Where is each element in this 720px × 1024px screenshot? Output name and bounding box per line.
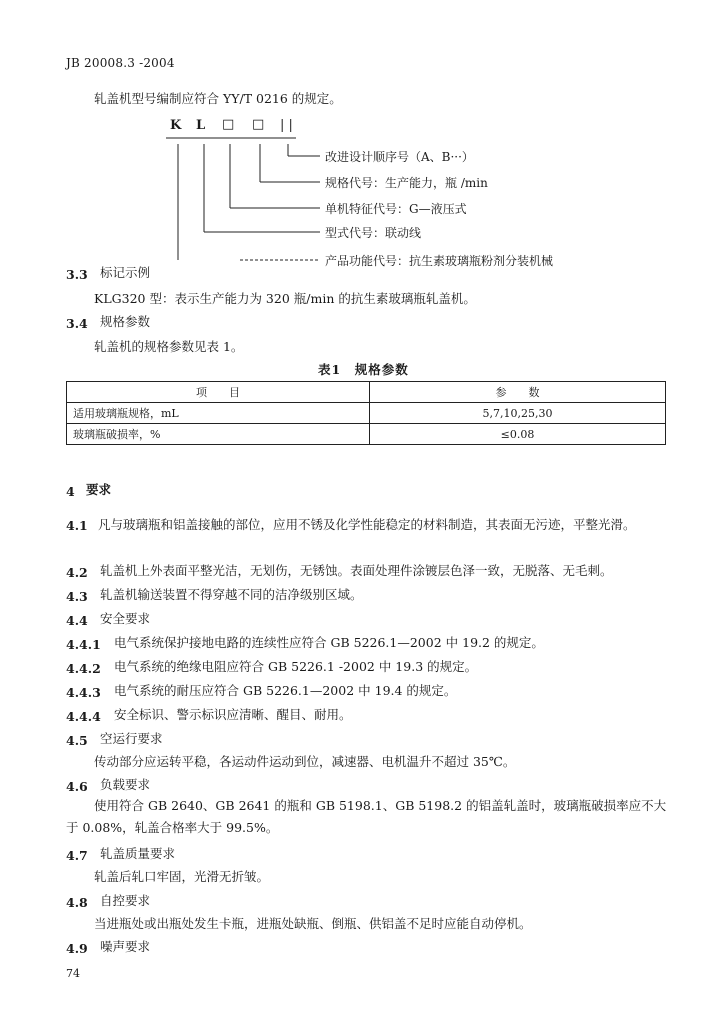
section-3-4-number: 3.4 bbox=[66, 316, 88, 331]
table-cell: 玻璃瓶破损率，% bbox=[67, 424, 370, 445]
section-3-4-title: 规格参数 bbox=[100, 314, 151, 329]
table-row bbox=[67, 403, 666, 424]
label-capacity: 规格代号：生产能力，瓶 /min bbox=[325, 176, 488, 190]
item-text: 传动部分应运转平稳，各运动件运动到位，减速器、电机温升不超过 35℃。 bbox=[94, 754, 516, 769]
item-text: 安全要求 bbox=[100, 611, 151, 626]
item-text: 电气系统的耐压应符合 GB 5226.1—2002 中 19.4 的规定。 bbox=[114, 683, 457, 698]
item-text: 自控要求 bbox=[100, 893, 151, 908]
label-revision: 改进设计顺序号（A、B···） bbox=[325, 150, 474, 164]
item-number: 4.6 bbox=[66, 779, 88, 794]
spec-table bbox=[66, 381, 666, 445]
code-k: K bbox=[170, 118, 182, 133]
item-text: 凡与玻璃瓶和铝盖接触的部位，应用不锈及化学性能稳定的材料制造，其表面无污迹，平整光滑。 bbox=[98, 517, 636, 532]
document-header: JB 20008.3 -2004 bbox=[66, 56, 175, 70]
item-text: 轧盖质量要求 bbox=[100, 846, 176, 861]
table-cell: ≤0.08 bbox=[370, 424, 666, 445]
item-number: 4.3 bbox=[66, 589, 88, 604]
item-number: 4.4 bbox=[66, 613, 88, 628]
intro-paragraph: 轧盖机型号编制应符合 YY/T 0216 的规定。 bbox=[94, 91, 342, 106]
table-header-row bbox=[67, 382, 666, 403]
table-header-param: 参 数 bbox=[370, 382, 666, 403]
table-cell: 适用玻璃瓶规格，mL bbox=[67, 403, 370, 424]
page-number: 74 bbox=[66, 967, 80, 980]
item-number: 4.1 bbox=[66, 518, 88, 533]
label-type: 型式代号：联动线 bbox=[325, 226, 422, 240]
item-text: 安全标识、警示标识应清晰、醒目、耐用。 bbox=[114, 707, 352, 722]
item-text: 电气系统保护接地电路的连续性应符合 GB 5226.1—2002 中 19.2 的规定。 bbox=[114, 635, 544, 650]
table-row bbox=[67, 424, 666, 445]
item-text: 当进瓶处或出瓶处发生卡瓶，进瓶处缺瓶、倒瓶、供铝盖不足时应能自动停机。 bbox=[94, 916, 532, 931]
item-number: 4.7 bbox=[66, 848, 88, 863]
table-caption: 表1 规格参数 bbox=[318, 362, 409, 377]
item-number: 4.9 bbox=[66, 941, 88, 956]
item-text: 电气系统的绝缘电阻应符合 GB 5226.1 -2002 中 19.3 的规定。 bbox=[114, 659, 478, 674]
code-box-1: □ bbox=[222, 117, 235, 132]
code-box-2: □ bbox=[252, 117, 265, 132]
item-number: 4.4.4 bbox=[66, 709, 101, 724]
table-header-item: 项 目 bbox=[67, 382, 370, 403]
label-function: 产品功能代号：抗生素玻璃瓶粉剂分装机械 bbox=[325, 254, 554, 268]
item-text: 轧盖后轧口牢固，光滑无折皱。 bbox=[94, 869, 270, 884]
item-number: 4.4.3 bbox=[66, 685, 101, 700]
section-3-3-number: 3.3 bbox=[66, 267, 88, 282]
item-text: 负载要求 bbox=[100, 777, 151, 792]
code-revision: | | bbox=[280, 118, 293, 133]
code-l: L bbox=[196, 118, 206, 133]
item-number: 4.5 bbox=[66, 733, 88, 748]
item-number: 4.2 bbox=[66, 565, 88, 580]
item-text: 噪声要求 bbox=[100, 939, 151, 954]
item-number: 4.4.2 bbox=[66, 661, 101, 676]
label-feature: 单机特征代号：G—液压式 bbox=[325, 202, 467, 216]
section-3-4-text: 轧盖机的规格参数见表 1。 bbox=[94, 339, 244, 354]
section-3-3-title: 标记示例 bbox=[100, 265, 151, 280]
item-number: 4.8 bbox=[66, 895, 88, 910]
section-4-number: 4 bbox=[66, 484, 75, 499]
item-text: 轧盖机上外表面平整光洁，无划伤，无锈蚀。表面处理件涂镀层色泽一致，无脱落、无毛刺。 bbox=[100, 563, 613, 578]
model-code-lines bbox=[160, 112, 580, 270]
item-text: 空运行要求 bbox=[100, 731, 163, 746]
item-number: 4.4.1 bbox=[66, 637, 101, 652]
item-text: 使用符合 GB 2640、GB 2641 的瓶和 GB 5198.1、GB 5198.2 的铝盖轧盖时，玻璃瓶破损率应不大于 0.08%，轧盖合格率大于 99.5%。 bbox=[66, 798, 667, 835]
item-text: 轧盖机输送装置不得穿越不同的洁净级别区域。 bbox=[100, 587, 363, 602]
section-3-3-text: KLG320 型：表示生产能力为 320 瓶/min 的抗生素玻璃瓶轧盖机。 bbox=[94, 291, 476, 306]
model-code-diagram bbox=[160, 112, 580, 270]
table-cell: 5,7,10,25,30 bbox=[370, 403, 666, 424]
section-4-title: 要求 bbox=[86, 482, 112, 497]
